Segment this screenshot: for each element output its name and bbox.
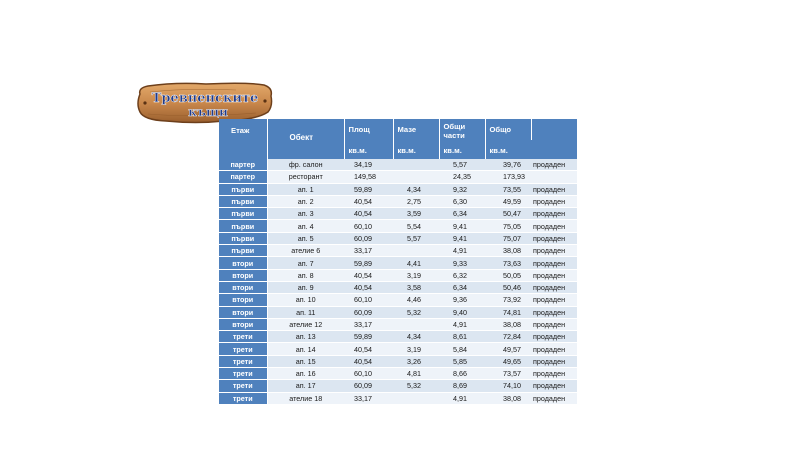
table-row (219, 368, 577, 380)
header-total: Общо (485, 119, 531, 140)
header-storage-unit: кв.м. (393, 140, 439, 159)
cell-object: ап. 1 (267, 183, 344, 195)
cell-storage: 2,75 (393, 195, 439, 207)
cell-floor: втори (219, 257, 267, 269)
cell-storage: 3,26 (393, 355, 439, 367)
cell-common: 6,34 (439, 208, 485, 220)
cell-storage: 5,32 (393, 380, 439, 392)
cell-floor: първи (219, 195, 267, 207)
cell-area: 59,89 (344, 183, 393, 195)
cell-floor: трети (219, 331, 267, 343)
cell-object: ап. 10 (267, 294, 344, 306)
cell-total: 49,59 (485, 195, 531, 207)
cell-object: ап. 5 (267, 232, 344, 244)
cell-area: 60,09 (344, 232, 393, 244)
cell-total: 73,63 (485, 257, 531, 269)
cell-total: 173,93 (485, 171, 531, 183)
cell-common: 4,91 (439, 245, 485, 257)
cell-status: продаден (531, 232, 577, 244)
cell-area: 60,09 (344, 306, 393, 318)
cell-area: 149,58 (344, 171, 393, 183)
cell-object: ап. 4 (267, 220, 344, 232)
cell-storage (393, 318, 439, 330)
cell-storage (393, 245, 439, 257)
cell-floor: втори (219, 318, 267, 330)
apartments-table (219, 119, 577, 405)
header-common: Общи части (439, 119, 485, 140)
cell-status (531, 171, 577, 183)
cell-floor: трети (219, 392, 267, 404)
cell-common: 9,41 (439, 220, 485, 232)
cell-storage: 4,41 (393, 257, 439, 269)
cell-object: ап. 9 (267, 281, 344, 293)
table-row (219, 220, 577, 232)
cell-floor: първи (219, 232, 267, 244)
header-status (531, 119, 577, 159)
cell-common: 4,91 (439, 392, 485, 404)
cell-status: продаден (531, 208, 577, 220)
table-row (219, 306, 577, 318)
cell-common: 8,61 (439, 331, 485, 343)
header-storage: Мазе (393, 119, 439, 140)
cell-object: ап. 3 (267, 208, 344, 220)
cell-total: 50,46 (485, 281, 531, 293)
cell-common: 9,33 (439, 257, 485, 269)
cell-status: продаден (531, 294, 577, 306)
cell-object: ап. 15 (267, 355, 344, 367)
table-row (219, 245, 577, 257)
table-row (219, 269, 577, 281)
header-common-unit: кв.м. (439, 140, 485, 159)
cell-total: 38,08 (485, 392, 531, 404)
cell-total: 39,76 (485, 159, 531, 171)
cell-total: 72,84 (485, 331, 531, 343)
cell-total: 74,10 (485, 380, 531, 392)
cell-area: 34,19 (344, 159, 393, 171)
cell-area: 40,54 (344, 281, 393, 293)
cell-area: 60,10 (344, 220, 393, 232)
table-row (219, 232, 577, 244)
cell-storage: 5,57 (393, 232, 439, 244)
cell-area: 59,89 (344, 257, 393, 269)
cell-floor: първи (219, 183, 267, 195)
cell-common: 4,91 (439, 318, 485, 330)
table-header-row (219, 119, 577, 140)
cell-common: 8,69 (439, 380, 485, 392)
cell-object: ап. 2 (267, 195, 344, 207)
cell-common: 5,85 (439, 355, 485, 367)
cell-status: продаден (531, 269, 577, 281)
cell-object: ресторант (267, 171, 344, 183)
cell-status: продаден (531, 331, 577, 343)
table-row (219, 281, 577, 293)
table-row (219, 343, 577, 355)
cell-area: 60,09 (344, 380, 393, 392)
cell-floor: първи (219, 245, 267, 257)
cell-floor: първи (219, 220, 267, 232)
cell-floor: трети (219, 343, 267, 355)
cell-area: 40,54 (344, 208, 393, 220)
header-object: Обект (267, 119, 344, 159)
cell-floor: втори (219, 294, 267, 306)
apartments-table-container (219, 119, 577, 405)
table-row (219, 257, 577, 269)
table-row (219, 183, 577, 195)
cell-common: 5,84 (439, 343, 485, 355)
cell-storage (393, 159, 439, 171)
cell-status: продаден (531, 220, 577, 232)
header-floor: Етаж (219, 119, 267, 159)
cell-object: ателие 18 (267, 392, 344, 404)
cell-storage (393, 392, 439, 404)
cell-floor: партер (219, 171, 267, 183)
cell-status: продаден (531, 392, 577, 404)
cell-status: продаден (531, 245, 577, 257)
cell-status: продаден (531, 343, 577, 355)
cell-status: продаден (531, 257, 577, 269)
cell-floor: първи (219, 208, 267, 220)
cell-status: продаден (531, 306, 577, 318)
cell-total: 75,07 (485, 232, 531, 244)
cell-total: 50,47 (485, 208, 531, 220)
table-body (219, 159, 577, 404)
cell-storage: 5,32 (393, 306, 439, 318)
cell-object: фр. салон (267, 159, 344, 171)
cell-total: 49,57 (485, 343, 531, 355)
cell-floor: втори (219, 306, 267, 318)
cell-floor: партер (219, 159, 267, 171)
table-row (219, 318, 577, 330)
cell-common: 9,36 (439, 294, 485, 306)
cell-storage: 4,34 (393, 183, 439, 195)
cell-object: ап. 17 (267, 380, 344, 392)
cell-total: 38,08 (485, 245, 531, 257)
cell-floor: втори (219, 269, 267, 281)
cell-status: продаден (531, 368, 577, 380)
cell-floor: трети (219, 380, 267, 392)
header-total-unit: кв.м. (485, 140, 531, 159)
cell-storage: 4,46 (393, 294, 439, 306)
cell-total: 50,05 (485, 269, 531, 281)
table-row (219, 208, 577, 220)
table-row (219, 355, 577, 367)
cell-total: 74,81 (485, 306, 531, 318)
table-row (219, 159, 577, 171)
cell-area: 33,17 (344, 245, 393, 257)
header-area: Площ (344, 119, 393, 140)
cell-status: продаден (531, 355, 577, 367)
cell-storage: 5,54 (393, 220, 439, 232)
table-row (219, 171, 577, 183)
cell-status: продаден (531, 281, 577, 293)
cell-object: ап. 13 (267, 331, 344, 343)
table-row (219, 294, 577, 306)
cell-storage: 3,58 (393, 281, 439, 293)
cell-common: 9,32 (439, 183, 485, 195)
cell-object: ап. 16 (267, 368, 344, 380)
table-row (219, 392, 577, 404)
cell-object: ап. 8 (267, 269, 344, 281)
cell-status: продаден (531, 159, 577, 171)
table-row (219, 195, 577, 207)
cell-total: 75,05 (485, 220, 531, 232)
cell-area: 40,54 (344, 343, 393, 355)
cell-area: 60,10 (344, 294, 393, 306)
cell-storage: 4,34 (393, 331, 439, 343)
cell-common: 9,40 (439, 306, 485, 318)
cell-object: ап. 7 (267, 257, 344, 269)
cell-object: ателие 12 (267, 318, 344, 330)
table-row (219, 331, 577, 343)
cell-area: 59,89 (344, 331, 393, 343)
logo-line2: къщи (188, 105, 228, 119)
cell-total: 49,65 (485, 355, 531, 367)
cell-common: 6,30 (439, 195, 485, 207)
cell-storage: 4,81 (393, 368, 439, 380)
header-area-unit: кв.м. (344, 140, 393, 159)
cell-floor: трети (219, 368, 267, 380)
cell-common: 8,66 (439, 368, 485, 380)
logo-line1: Тревненските (151, 91, 259, 106)
cell-storage: 3,19 (393, 269, 439, 281)
cell-object: ап. 11 (267, 306, 344, 318)
cell-area: 40,54 (344, 269, 393, 281)
cell-floor: втори (219, 281, 267, 293)
cell-status: продаден (531, 195, 577, 207)
cell-floor: трети (219, 355, 267, 367)
cell-object: ап. 14 (267, 343, 344, 355)
cell-common: 6,34 (439, 281, 485, 293)
cell-area: 40,54 (344, 355, 393, 367)
cell-storage: 3,19 (393, 343, 439, 355)
cell-common: 24,35 (439, 171, 485, 183)
cell-total: 73,57 (485, 368, 531, 380)
cell-total: 73,55 (485, 183, 531, 195)
cell-area: 60,10 (344, 368, 393, 380)
cell-object: ателие 6 (267, 245, 344, 257)
cell-status: продаден (531, 318, 577, 330)
cell-total: 73,92 (485, 294, 531, 306)
cell-storage: 3,59 (393, 208, 439, 220)
cell-area: 33,17 (344, 318, 393, 330)
cell-common: 5,57 (439, 159, 485, 171)
cell-status: продаден (531, 183, 577, 195)
cell-total: 38,08 (485, 318, 531, 330)
cell-area: 40,54 (344, 195, 393, 207)
cell-common: 6,32 (439, 269, 485, 281)
cell-status: продаден (531, 380, 577, 392)
cell-storage (393, 171, 439, 183)
cell-area: 33,17 (344, 392, 393, 404)
cell-common: 9,41 (439, 232, 485, 244)
table-row (219, 380, 577, 392)
